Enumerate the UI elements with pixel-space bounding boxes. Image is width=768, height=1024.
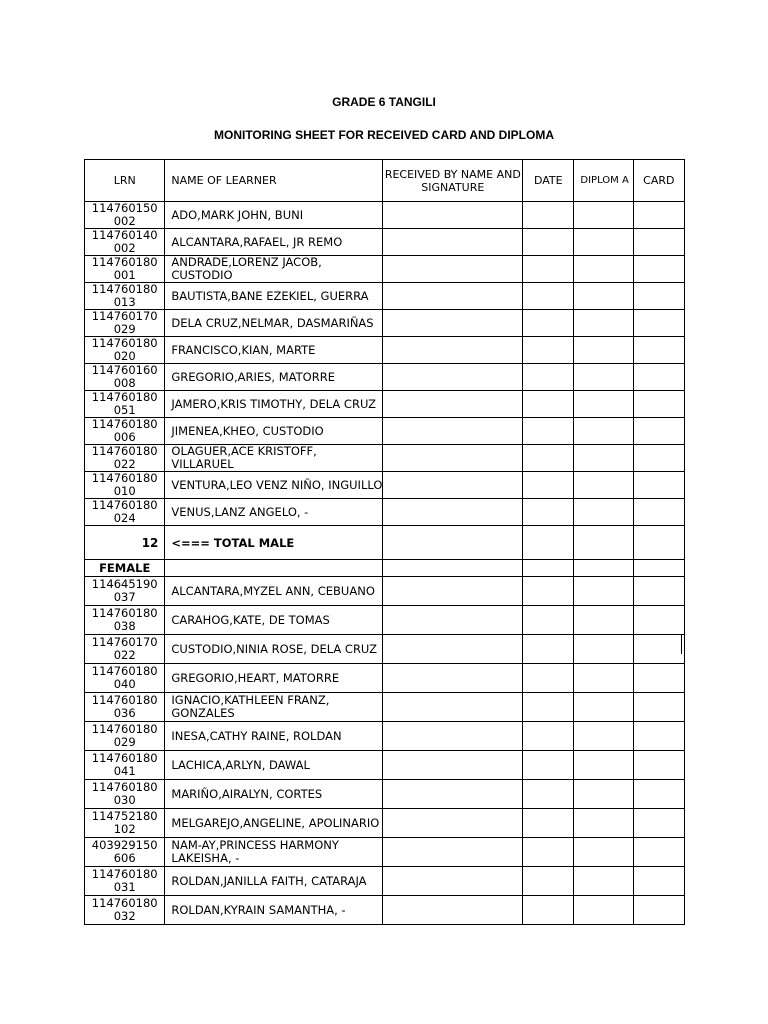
lrn-cell: 114760180 020 [85, 337, 165, 364]
col-date-header: DATE [523, 160, 574, 202]
learner-row [85, 606, 685, 635]
learner-name-cell: ROLDAN,KYRAIN SAMANTHA, - [165, 896, 383, 925]
card-cell [633, 838, 684, 867]
diploma-cell [574, 472, 633, 499]
lrn-cell: 114760180 022 [85, 445, 165, 472]
learner-row [85, 780, 685, 809]
learner-row [85, 896, 685, 925]
diploma-cell [574, 202, 633, 229]
male-total-row [85, 526, 685, 560]
date-cell [523, 310, 574, 337]
learner-name-cell: BAUTISTA,BANE EZEKIEL, GUERRA [165, 283, 383, 310]
lrn-cell: 114760180 032 [85, 896, 165, 925]
empty-cell [383, 526, 523, 560]
received-cell [383, 693, 523, 722]
received-cell [383, 780, 523, 809]
col-name-header: NAME OF LEARNER [165, 160, 383, 202]
card-cell [633, 606, 684, 635]
lrn-cell: 114760180 041 [85, 751, 165, 780]
summary-rows [85, 526, 685, 577]
lrn-cell: 114760180 001 [85, 256, 165, 283]
monitoring-table [84, 159, 685, 925]
learner-row [85, 722, 685, 751]
card-cell [633, 809, 684, 838]
date-cell [523, 229, 574, 256]
lrn-cell: 114645190 037 [85, 577, 165, 606]
lrn-cell: 114760180 040 [85, 664, 165, 693]
learner-row [85, 664, 685, 693]
date-cell [523, 256, 574, 283]
date-cell [523, 202, 574, 229]
male-total-label: <=== TOTAL MALE [165, 526, 383, 560]
date-cell [523, 809, 574, 838]
stray-mark [681, 634, 682, 654]
received-cell [383, 364, 523, 391]
received-cell [383, 445, 523, 472]
learner-row [85, 418, 685, 445]
col-lrn-header: LRN [85, 160, 165, 202]
date-cell [523, 693, 574, 722]
empty-cell [523, 526, 574, 560]
lrn-cell: 114760170 029 [85, 310, 165, 337]
empty-cell [574, 526, 633, 560]
diploma-cell [574, 606, 633, 635]
received-cell [383, 472, 523, 499]
received-cell [383, 751, 523, 780]
lrn-cell: 114760180 030 [85, 780, 165, 809]
date-cell [523, 283, 574, 310]
date-cell [523, 418, 574, 445]
diploma-cell [574, 310, 633, 337]
learner-row [85, 809, 685, 838]
diploma-cell [574, 693, 633, 722]
diploma-cell [574, 499, 633, 526]
date-cell [523, 780, 574, 809]
received-cell [383, 722, 523, 751]
lrn-cell: 114760180 013 [85, 283, 165, 310]
card-cell [633, 418, 684, 445]
date-cell [523, 896, 574, 925]
diploma-cell [574, 780, 633, 809]
date-cell [523, 838, 574, 867]
learner-row [85, 364, 685, 391]
received-cell [383, 256, 523, 283]
empty-cell [165, 560, 383, 577]
lrn-cell: 114760180 031 [85, 867, 165, 896]
diploma-cell [574, 838, 633, 867]
received-cell [383, 337, 523, 364]
lrn-cell: 114760180 038 [85, 606, 165, 635]
lrn-cell: 114760170 022 [85, 635, 165, 664]
learner-row [85, 445, 685, 472]
female-rows [85, 577, 685, 925]
diploma-cell [574, 751, 633, 780]
learner-name-cell: MELGAREJO,ANGELINE, APOLINARIO [165, 809, 383, 838]
learner-name-cell: DELA CRUZ,NELMAR, DASMARIÑAS [165, 310, 383, 337]
sheet-title: MONITORING SHEET FOR RECEIVED CARD AND DIPLOMA [213, 128, 554, 142]
diploma-cell [574, 577, 633, 606]
learner-name-cell: INESA,CATHY RAINE, ROLDAN [165, 722, 383, 751]
grade-title: GRADE 6 TANGILI [332, 95, 436, 109]
date-cell [523, 867, 574, 896]
received-cell [383, 229, 523, 256]
card-cell [633, 577, 684, 606]
col-received-header: RECEIVED BY NAME AND SIGNATURE [383, 160, 523, 202]
card-cell [633, 499, 684, 526]
col-diploma-header: DIPLOM A [574, 160, 633, 202]
col-card-header: CARD [633, 160, 684, 202]
learner-row [85, 751, 685, 780]
learner-row [85, 577, 685, 606]
date-cell [523, 577, 574, 606]
learner-name-cell: ALCANTARA,MYZEL ANN, CEBUANO [165, 577, 383, 606]
lrn-cell: 114760180 036 [85, 693, 165, 722]
received-cell [383, 635, 523, 664]
female-section-row [85, 560, 685, 577]
diploma-cell [574, 337, 633, 364]
card-cell [633, 256, 684, 283]
received-cell [383, 391, 523, 418]
diploma-cell [574, 364, 633, 391]
empty-cell [383, 560, 523, 577]
diploma-cell [574, 896, 633, 925]
received-cell [383, 310, 523, 337]
learner-row [85, 391, 685, 418]
learner-name-cell: OLAGUER,ACE KRISTOFF, VILLARUEL [165, 445, 383, 472]
learner-name-cell: JIMENEA,KHEO, CUSTODIO [165, 418, 383, 445]
learner-row [85, 838, 685, 867]
diploma-cell [574, 256, 633, 283]
lrn-cell: 114760180 051 [85, 391, 165, 418]
lrn-cell: 114760150 002 [85, 202, 165, 229]
learner-name-cell: JAMERO,KRIS TIMOTHY, DELA CRUZ [165, 391, 383, 418]
date-cell [523, 364, 574, 391]
card-cell [633, 310, 684, 337]
learner-row [85, 499, 685, 526]
learner-name-cell: NAM-AY,PRINCESS HARMONY LAKEISHA, - [165, 838, 383, 867]
received-cell [383, 664, 523, 693]
empty-cell [633, 560, 684, 577]
lrn-cell: 114760140 002 [85, 229, 165, 256]
learner-name-cell: CARAHOG,KATE, DE TOMAS [165, 606, 383, 635]
diploma-cell [574, 445, 633, 472]
card-cell [633, 896, 684, 925]
card-cell [633, 693, 684, 722]
lrn-cell: 114760180 006 [85, 418, 165, 445]
learner-row [85, 693, 685, 722]
learner-name-cell: VENUS,LANZ ANGELO, - [165, 499, 383, 526]
card-cell [633, 391, 684, 418]
lrn-cell: 403929150 606 [85, 838, 165, 867]
diploma-cell [574, 635, 633, 664]
date-cell [523, 664, 574, 693]
diploma-cell [574, 229, 633, 256]
lrn-cell: 114752180 102 [85, 809, 165, 838]
learner-row [85, 229, 685, 256]
received-cell [383, 838, 523, 867]
card-cell [633, 722, 684, 751]
lrn-cell: 114760180 024 [85, 499, 165, 526]
received-cell [383, 202, 523, 229]
card-cell [633, 472, 684, 499]
empty-cell [633, 526, 684, 560]
learner-name-cell: CUSTODIO,NINIA ROSE, DELA CRUZ [165, 635, 383, 664]
learner-name-cell: GREGORIO,HEART, MATORRE [165, 664, 383, 693]
diploma-cell [574, 418, 633, 445]
received-cell [383, 577, 523, 606]
date-cell [523, 606, 574, 635]
card-cell [633, 283, 684, 310]
learner-name-cell: MARIÑO,AIRALYN, CORTES [165, 780, 383, 809]
male-rows [85, 202, 685, 526]
date-cell [523, 499, 574, 526]
learner-name-cell: ROLDAN,JANILLA FAITH, CATARAJA [165, 867, 383, 896]
lrn-cell: 114760160 008 [85, 364, 165, 391]
header-row [85, 160, 685, 202]
learner-row [85, 202, 685, 229]
diploma-cell [574, 809, 633, 838]
diploma-cell [574, 867, 633, 896]
learner-name-cell: ADO,MARK JOHN, BUNI [165, 202, 383, 229]
diploma-cell [574, 722, 633, 751]
learner-name-cell: FRANCISCO,KIAN, MARTE [165, 337, 383, 364]
learner-name-cell: ANDRADE,LORENZ JACOB, CUSTODIO [165, 256, 383, 283]
learner-row [85, 310, 685, 337]
card-cell [633, 780, 684, 809]
learner-name-cell: VENTURA,LEO VENZ NIÑO, INGUILLO [165, 472, 383, 499]
card-cell [633, 202, 684, 229]
learner-row [85, 472, 685, 499]
received-cell [383, 867, 523, 896]
learner-name-cell: IGNACIO,KATHLEEN FRANZ, GONZALES [165, 693, 383, 722]
date-cell [523, 635, 574, 664]
date-cell [523, 445, 574, 472]
card-cell [633, 664, 684, 693]
lrn-cell: 114760180 029 [85, 722, 165, 751]
received-cell [383, 606, 523, 635]
learner-row [85, 635, 685, 664]
learner-name-cell: LACHICA,ARLYN, DAWAL [165, 751, 383, 780]
empty-cell [574, 560, 633, 577]
date-cell [523, 722, 574, 751]
card-cell [633, 445, 684, 472]
diploma-cell [574, 391, 633, 418]
card-cell [633, 229, 684, 256]
date-cell [523, 337, 574, 364]
received-cell [383, 418, 523, 445]
learner-row [85, 256, 685, 283]
lrn-cell: 114760180 010 [85, 472, 165, 499]
learner-name-cell: GREGORIO,ARIES, MATORRE [165, 364, 383, 391]
card-cell [633, 635, 684, 664]
male-total-count: 12 [85, 526, 165, 560]
learner-row [85, 867, 685, 896]
received-cell [383, 809, 523, 838]
female-section-label: FEMALE [85, 560, 165, 577]
diploma-cell [574, 664, 633, 693]
card-cell [633, 337, 684, 364]
empty-cell [523, 560, 574, 577]
received-cell [383, 896, 523, 925]
received-cell [383, 499, 523, 526]
date-cell [523, 751, 574, 780]
card-cell [633, 364, 684, 391]
learner-row [85, 337, 685, 364]
received-cell [383, 283, 523, 310]
card-cell [633, 751, 684, 780]
date-cell [523, 472, 574, 499]
diploma-cell [574, 283, 633, 310]
learner-row [85, 283, 685, 310]
card-cell [633, 867, 684, 896]
learner-name-cell: ALCANTARA,RAFAEL, JR REMO [165, 229, 383, 256]
date-cell [523, 391, 574, 418]
